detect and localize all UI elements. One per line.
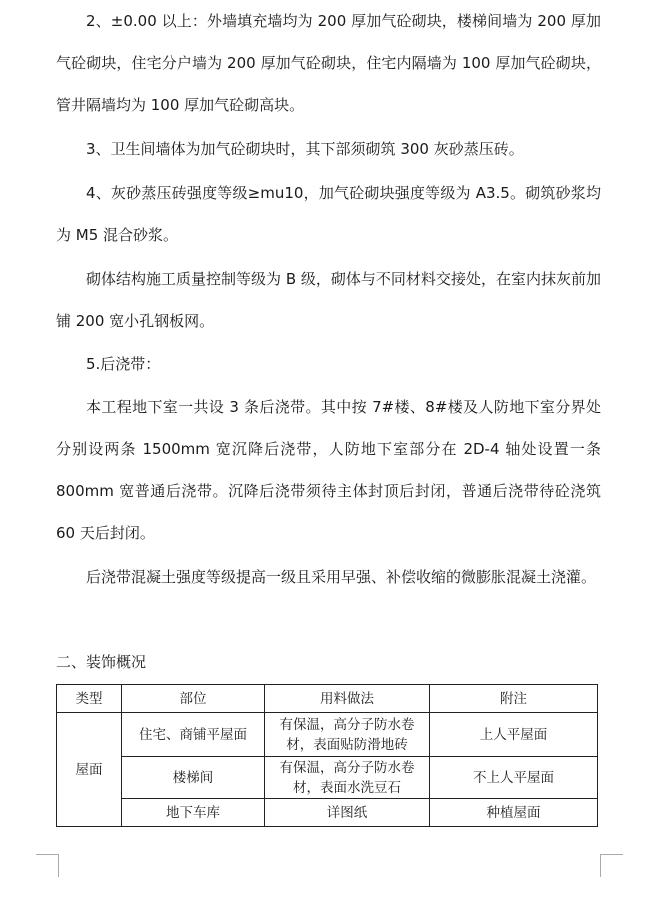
table-cell: 楼梯间 bbox=[122, 757, 265, 799]
header-cell-note: 附注 bbox=[430, 685, 598, 713]
paragraph-quality-control: 砌体结构施工质量控制等级为 B 级，砌体与不同材料交接处，在室内抹灰前加铺 200 宽小孔钢板网。 bbox=[56, 270, 601, 330]
group-cell-roof: 屋面 bbox=[57, 713, 122, 827]
paragraph-walls-above-zero: 2、±0.00 以上：外墙填充墙均为 200 厚加气砼砌块，楼梯间墙为 200 厚加气砼砌块，住宅分户墙为 200 厚加气砼砌块，住宅内隔墙为 100 厚加气砼砌块，管井隔墙均为 100 厚加气砼砌高块。 bbox=[56, 12, 601, 114]
table-header-row bbox=[57, 685, 598, 713]
decoration-table bbox=[56, 684, 598, 827]
header-cell-location: 部位 bbox=[122, 685, 265, 713]
page-corner-mark-right bbox=[600, 854, 623, 877]
table-cell: 地下车库 bbox=[122, 799, 265, 827]
table-row bbox=[57, 799, 598, 827]
page-corner-mark-left bbox=[36, 854, 59, 877]
section-heading-decoration: 二、装饰概况 bbox=[56, 653, 147, 671]
paragraph-post-cast-strip-title: 5.后浇带： bbox=[86, 355, 161, 373]
table-row bbox=[57, 757, 598, 799]
table-cell: 住宅、商铺平屋面 bbox=[122, 713, 265, 757]
table-cell: 有保温，高分子防水卷材，表面贴防滑地砖 bbox=[265, 713, 430, 757]
table-row bbox=[57, 713, 598, 757]
paragraph-post-cast-strip-detail: 本工程地下室一共设 3 条后浇带。其中按 7#楼、8#楼及人防地下室分界处分别设两条 1500mm 宽沉降后浇带，人防地下室部分在 2D-4 轴处设置一条 800mm 宽普通后浇带。沉降后浇带须待主体封顶后封闭，普通后浇带待砼浇筑 60 天后封闭。 bbox=[56, 398, 601, 542]
header-cell-type: 类型 bbox=[57, 685, 122, 713]
paragraph-strength-grades: 4、灰砂蒸压砖强度等级≥mu10，加气砼砌块强度等级为 A3.5。砌筑砂浆均为 M5 混合砂浆。 bbox=[56, 184, 601, 244]
table-cell: 种植屋面 bbox=[430, 799, 598, 827]
table-cell: 有保温，高分子防水卷材，表面水洗豆石 bbox=[265, 757, 430, 799]
table-cell: 上人平屋面 bbox=[430, 713, 598, 757]
paragraph-bathroom-walls: 3、卫生间墙体为加气砼砌块时，其下部须砌筑 300 灰砂蒸压砖。 bbox=[86, 140, 524, 158]
paragraph-post-cast-concrete: 后浇带混凝土强度等级提高一级且采用早强、补偿收缩的微膨胀混凝土浇灌。 bbox=[86, 568, 597, 586]
table-cell: 详图纸 bbox=[265, 799, 430, 827]
header-cell-material: 用料做法 bbox=[265, 685, 430, 713]
table-cell: 不上人平屋面 bbox=[430, 757, 598, 799]
